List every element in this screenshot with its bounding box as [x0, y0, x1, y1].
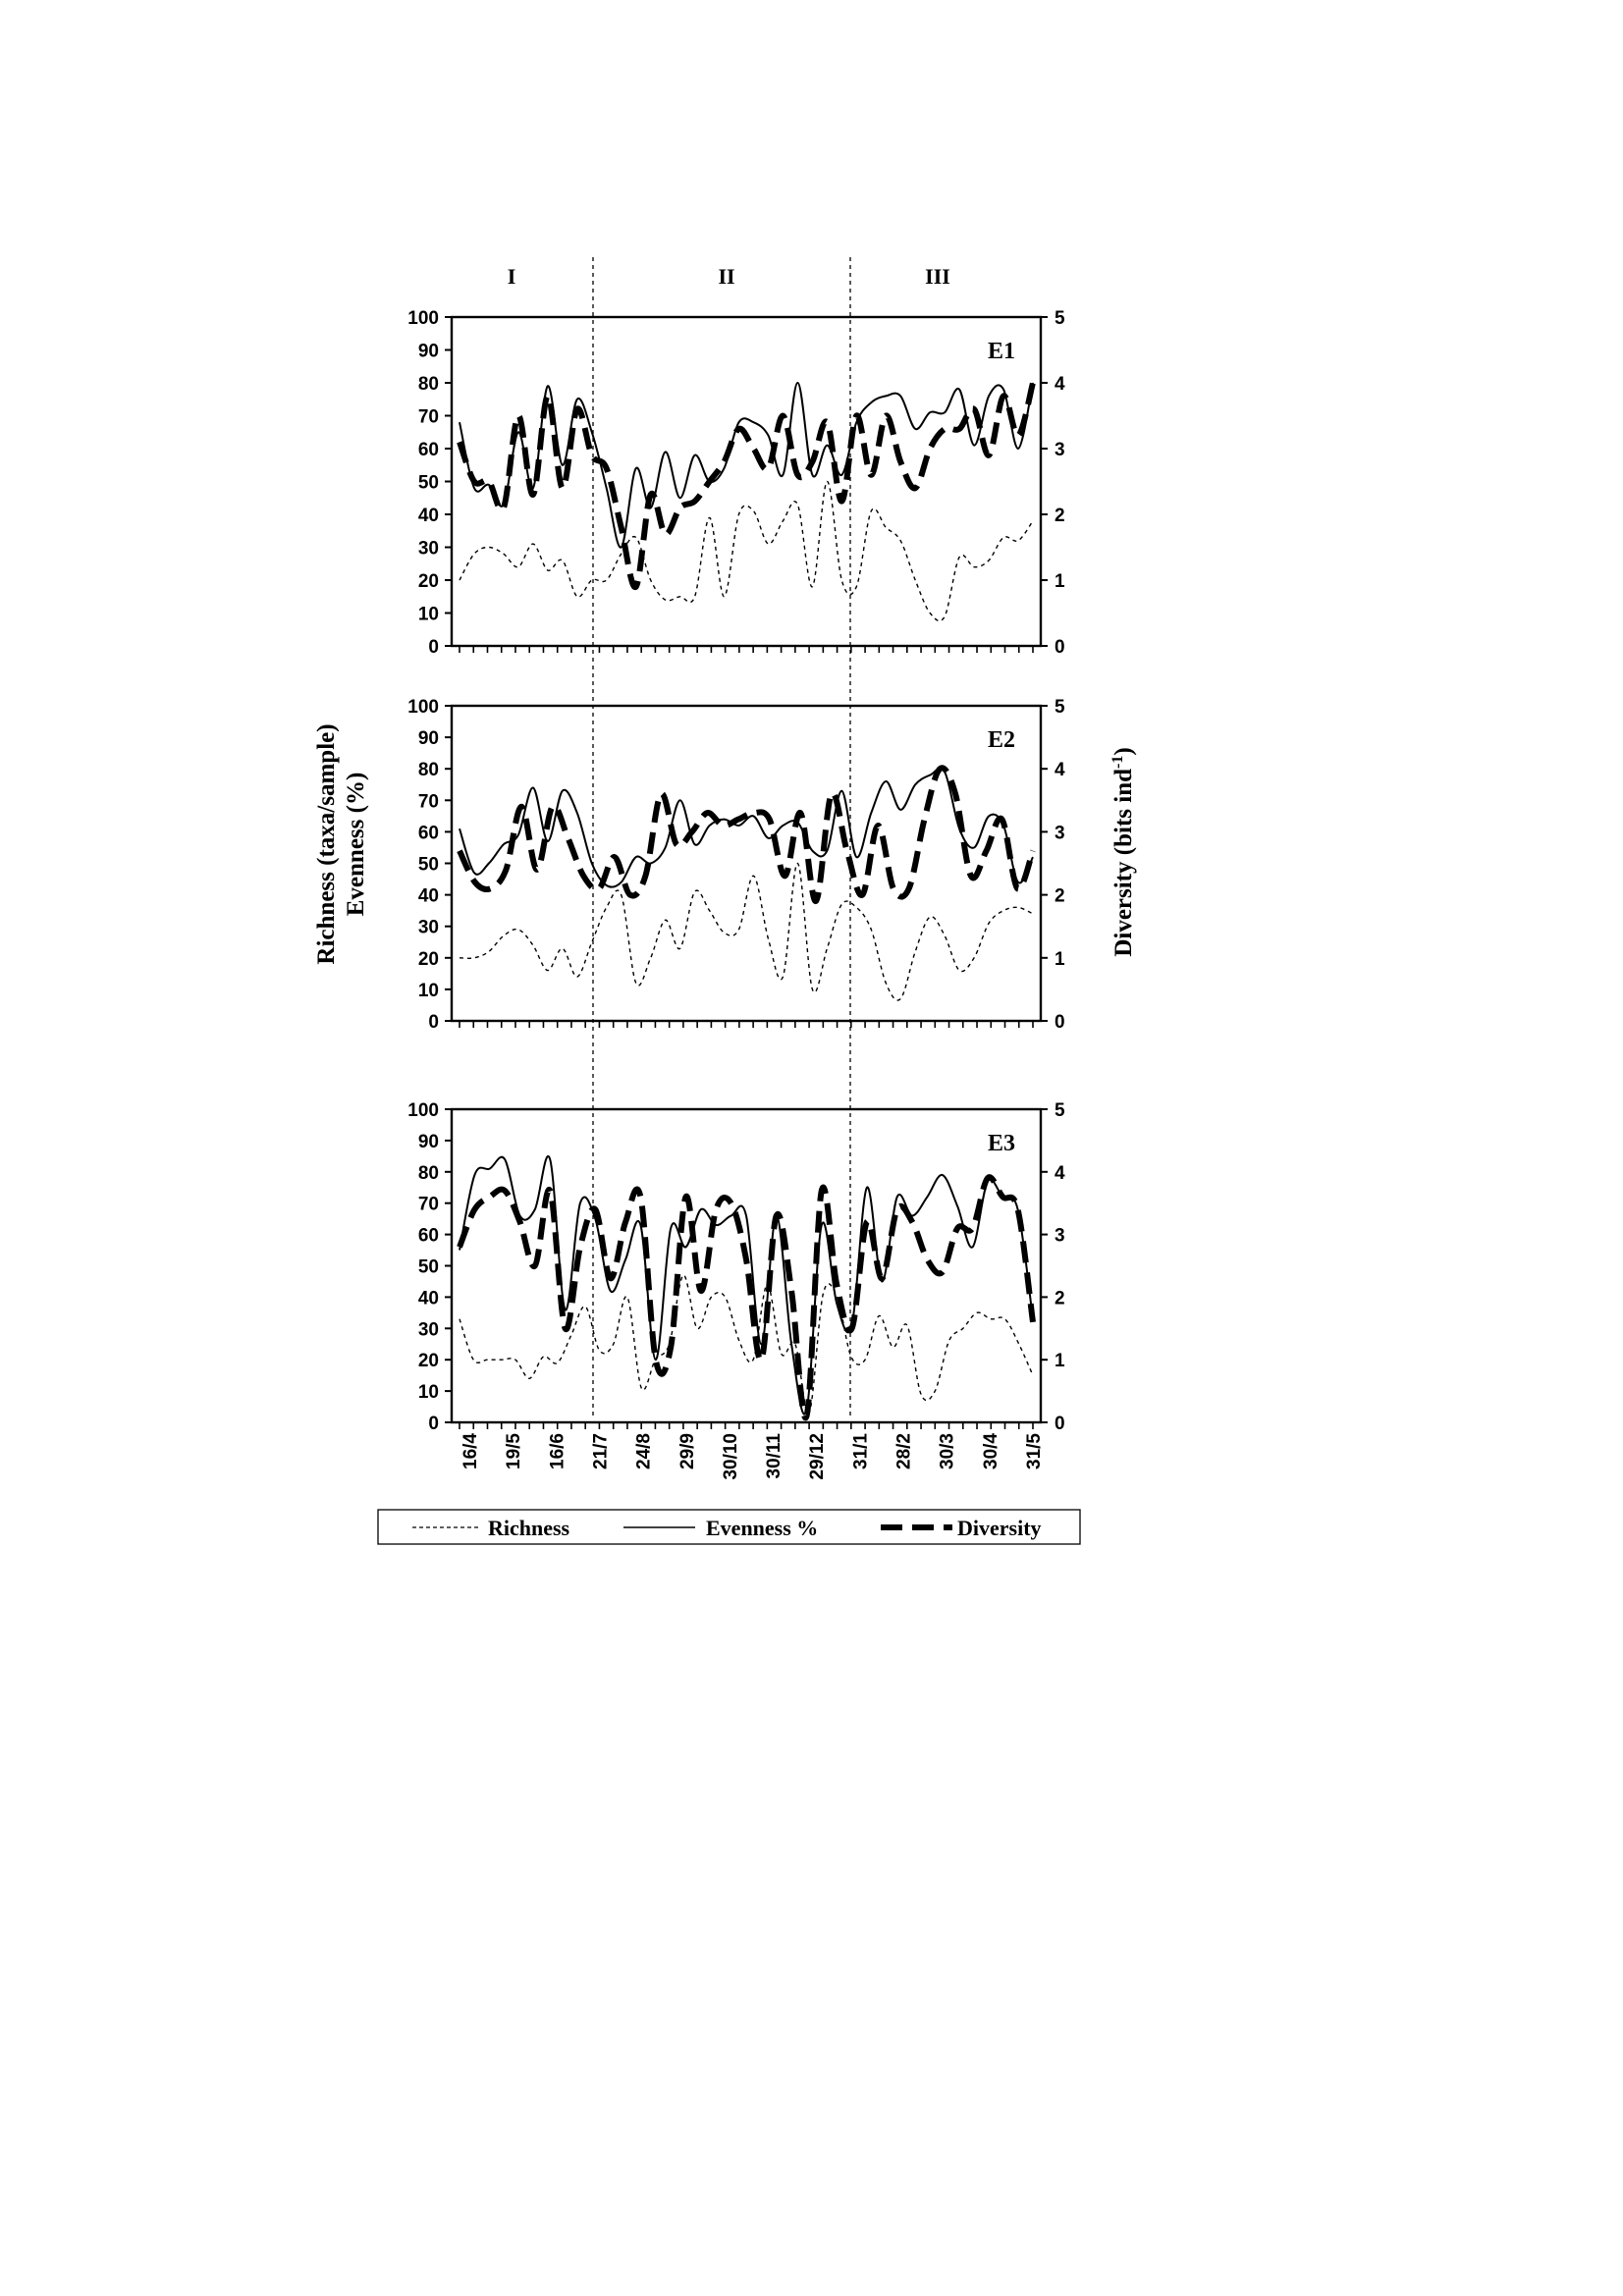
x-tick-label: 29/9 — [676, 1433, 698, 1469]
plot-frame — [452, 317, 1041, 646]
x-tick-label: 30/3 — [937, 1433, 958, 1469]
right-tick-label: 1 — [1055, 571, 1065, 592]
legend-label-richness: Richness — [488, 1516, 570, 1540]
panel-e3 — [407, 1100, 1065, 1434]
right-tick-label: 5 — [1055, 697, 1065, 718]
right-tick-label: 2 — [1055, 506, 1065, 526]
x-axis — [460, 1433, 1045, 1480]
period-labels — [508, 264, 950, 289]
x-tick-label: 21/7 — [590, 1433, 612, 1469]
x-tick-label: 31/5 — [1024, 1433, 1045, 1469]
series-line-richness — [460, 1275, 1033, 1414]
period-label-3: III — [925, 264, 950, 289]
left-tick-label: 50 — [417, 472, 439, 494]
right-tick-label: 4 — [1055, 760, 1065, 781]
left-tick-label: 10 — [417, 980, 439, 1001]
left-tick-label: 70 — [417, 791, 439, 813]
y-axis-right-title — [1109, 747, 1137, 956]
panel-label: E3 — [987, 1131, 1016, 1156]
left-tick-label: 90 — [417, 728, 439, 750]
x-tick-label: 29/12 — [807, 1433, 829, 1480]
left-tick-label: 20 — [417, 1351, 439, 1372]
period-dividers — [593, 257, 850, 1415]
left-tick-label: 60 — [417, 440, 439, 460]
right-tick-label: 3 — [1055, 440, 1065, 460]
x-tick-label: 30/11 — [764, 1433, 785, 1479]
series-line-diversity — [460, 383, 1033, 587]
plot-frame — [452, 1109, 1041, 1422]
left-tick-label: 70 — [417, 406, 439, 428]
left-tick-label: 0 — [428, 637, 439, 658]
right-tick-label: 1 — [1055, 948, 1065, 970]
left-tick-label: 10 — [417, 604, 439, 625]
left-tick-label: 80 — [417, 1162, 439, 1184]
left-tick-label: 40 — [417, 885, 439, 907]
panel-label: E2 — [987, 727, 1016, 753]
left-tick-label: 0 — [428, 1414, 439, 1434]
right-tick-label: 0 — [1055, 1012, 1065, 1033]
left-tick-label: 90 — [417, 341, 439, 362]
left-tick-label: 40 — [417, 506, 439, 526]
y-axis-right-title-text: Diversity (bits ind — [1110, 768, 1137, 957]
x-tick-label: 28/2 — [893, 1433, 915, 1469]
left-tick-label: 30 — [417, 917, 439, 938]
right-tick-label: 5 — [1055, 308, 1065, 329]
right-tick-label: 2 — [1055, 885, 1065, 907]
y-axis-right-title-close: ) — [1110, 747, 1137, 756]
x-tick-label: 30/4 — [980, 1433, 1001, 1469]
left-tick-label: 30 — [417, 1319, 439, 1341]
left-tick-label: 10 — [417, 1382, 439, 1404]
left-tick-label: 40 — [417, 1288, 439, 1309]
right-tick-label: 1 — [1055, 1351, 1065, 1372]
x-tick-label: 24/8 — [633, 1433, 655, 1469]
right-tick-label: 0 — [1055, 637, 1065, 658]
legend — [378, 1510, 1080, 1544]
left-tick-label: 60 — [417, 823, 439, 844]
x-tick-label: 16/6 — [547, 1433, 568, 1469]
left-tick-label: 50 — [417, 854, 439, 876]
right-tick-label: 4 — [1055, 1162, 1065, 1184]
series-line-richness — [460, 863, 1033, 1000]
y-axis-left-title-line2: Evenness (%) — [343, 772, 369, 917]
right-tick-label: 4 — [1055, 374, 1065, 395]
right-tick-label: 3 — [1055, 1225, 1065, 1247]
left-tick-label: 20 — [417, 571, 439, 592]
right-tick-label: 3 — [1055, 823, 1065, 844]
left-tick-label: 80 — [417, 760, 439, 781]
right-tick-label: 0 — [1055, 1414, 1065, 1434]
plot-frame — [452, 706, 1041, 1021]
period-label-1: I — [507, 264, 516, 289]
left-tick-label: 30 — [417, 538, 439, 560]
left-tick-label: 60 — [417, 1225, 439, 1247]
right-tick-label: 5 — [1055, 1100, 1065, 1121]
left-tick-label: 100 — [407, 308, 439, 329]
y-axis-left-title-line1: Richness (taxa/sample) — [313, 723, 340, 965]
x-tick-label: 19/5 — [504, 1433, 525, 1469]
panel-e2 — [407, 697, 1065, 1033]
panel-e1 — [407, 308, 1065, 658]
panel-label: E1 — [987, 339, 1016, 364]
left-tick-label: 0 — [428, 1012, 439, 1033]
x-tick-label: 16/4 — [460, 1433, 481, 1469]
period-label-2: II — [718, 264, 735, 289]
left-tick-label: 20 — [417, 948, 439, 970]
left-tick-label: 100 — [407, 1100, 439, 1121]
right-tick-label: 2 — [1055, 1288, 1065, 1309]
left-tick-label: 100 — [407, 697, 439, 718]
x-tick-label: 30/10 — [720, 1433, 741, 1480]
y-axis-right-title-sup: -1 — [1109, 755, 1126, 769]
x-tick-label: 31/1 — [850, 1433, 872, 1469]
legend-label-diversity: Diversity — [957, 1516, 1042, 1540]
series-line-richness — [460, 481, 1033, 620]
left-tick-label: 70 — [417, 1194, 439, 1215]
left-tick-label: 90 — [417, 1131, 439, 1152]
left-tick-label: 50 — [417, 1256, 439, 1278]
legend-label-evenness: Evenness % — [706, 1516, 819, 1540]
left-tick-label: 80 — [417, 374, 439, 395]
